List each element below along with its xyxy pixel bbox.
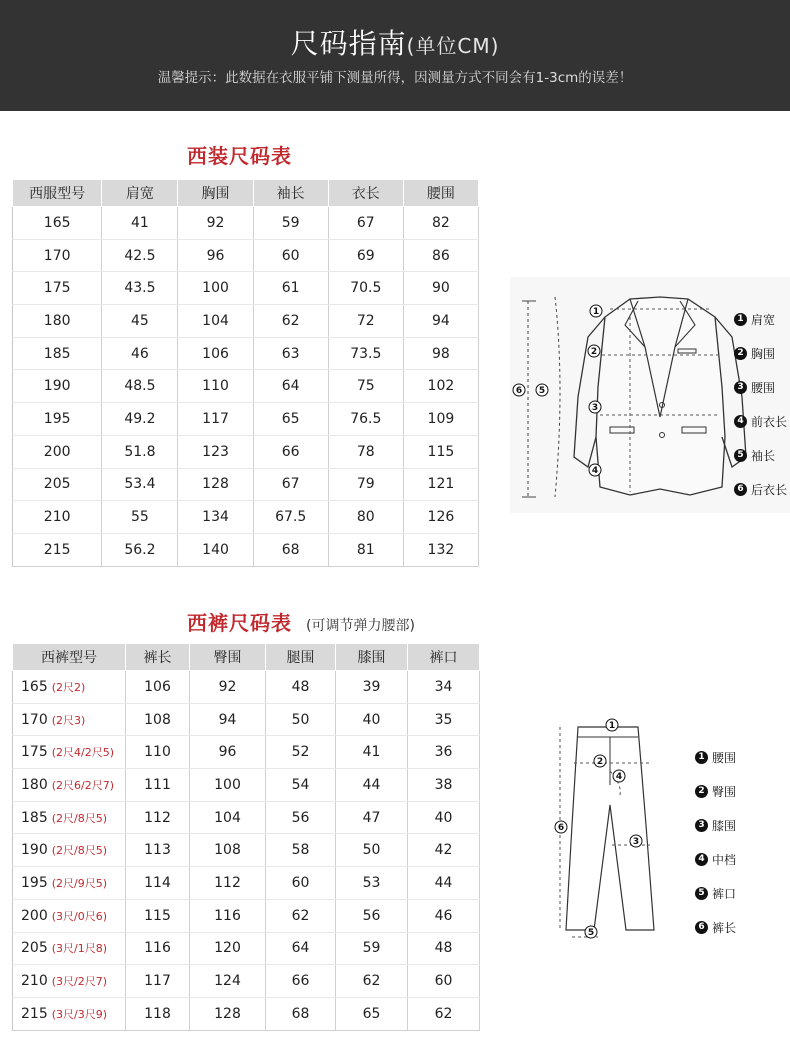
pants-legend-item <box>695 851 736 868</box>
page-title <box>0 22 790 62</box>
pants-legend-item <box>695 783 736 800</box>
table-cell: 106 <box>178 337 253 370</box>
table-cell: 62 <box>253 305 328 338</box>
table-cell: 75 <box>328 370 403 403</box>
table-cell: 132 <box>403 533 478 566</box>
table-row <box>13 207 479 240</box>
pants-column-header: 腿围 <box>266 644 336 671</box>
legend-label: 臀围 <box>712 785 737 799</box>
suit-column-header: 腰围 <box>403 180 478 207</box>
table-cell: 56.2 <box>102 533 178 566</box>
table-cell: 67.5 <box>253 501 328 534</box>
pants-title-text: 西裤尺码表 <box>187 611 292 635</box>
suit-column-header: 西服型号 <box>13 180 102 207</box>
table-cell: 113 <box>126 834 190 867</box>
table-cell: 98 <box>403 337 478 370</box>
suit-column-header: 衣长 <box>328 180 403 207</box>
table-row <box>13 533 479 566</box>
table-cell: 46 <box>102 337 178 370</box>
suit-mark-1: 1 <box>592 307 600 317</box>
pants-legend-item <box>695 919 736 936</box>
size-value: 200 <box>21 907 48 924</box>
table-row <box>13 834 480 867</box>
table-cell: 48.5 <box>102 370 178 403</box>
table-cell: 118 <box>126 997 190 1030</box>
pants-table-header <box>13 644 480 671</box>
table-cell: 45 <box>102 305 178 338</box>
table-cell: 65 <box>253 403 328 436</box>
suit-mark-3: 3 <box>591 403 599 413</box>
legend-number-badge: 3 <box>734 381 747 394</box>
table-cell: 66 <box>266 965 336 998</box>
table-cell: 67 <box>253 468 328 501</box>
table-cell: 64 <box>266 932 336 965</box>
table-row <box>13 501 479 534</box>
table-row <box>13 435 479 468</box>
table-cell: 39 <box>336 671 408 704</box>
table-cell: 53 <box>336 867 408 900</box>
table-row <box>13 370 479 403</box>
table-cell: 40 <box>336 703 408 736</box>
suit-column-header: 袖长 <box>253 180 328 207</box>
table-cell: 78 <box>328 435 403 468</box>
suit-size-table <box>12 179 479 567</box>
table-cell: 52 <box>266 736 336 769</box>
pants-legend-item <box>695 885 736 902</box>
suit-mark-2: 2 <box>590 347 598 357</box>
table-cell: 61 <box>253 272 328 305</box>
table-cell: 51.8 <box>102 435 178 468</box>
table-cell: 81 <box>328 533 403 566</box>
pants-mark-2: 2 <box>596 757 604 767</box>
table-cell: 140 <box>178 533 253 566</box>
table-cell: 70.5 <box>328 272 403 305</box>
legend-number-badge: 2 <box>734 347 747 360</box>
waist-value: (2尺/8尺5) <box>51 844 108 858</box>
table-cell: 44 <box>336 769 408 802</box>
unit-label: (单位CM) <box>406 34 500 58</box>
pants-note: (可调节弹力腰部) <box>306 618 415 634</box>
legend-number-badge: 2 <box>695 785 708 798</box>
pants-diagram <box>550 715 670 945</box>
table-cell: 124 <box>190 965 266 998</box>
legend-label: 裤长 <box>712 921 737 935</box>
table-cell: 43.5 <box>102 272 178 305</box>
pants-legend <box>695 749 790 939</box>
suit-mark-4: 4 <box>591 466 599 476</box>
table-row <box>13 801 480 834</box>
size-value: 165 <box>21 678 48 695</box>
suit-legend-item <box>734 413 787 430</box>
table-cell: 64 <box>253 370 328 403</box>
suit-column-header: 胸围 <box>178 180 253 207</box>
pants-legend-item <box>695 817 736 834</box>
table-cell: 55 <box>102 501 178 534</box>
suit-legend-item <box>734 447 775 464</box>
header-banner <box>0 0 790 111</box>
table-cell: 59 <box>336 932 408 965</box>
size-cell <box>13 769 126 802</box>
size-value: 215 <box>21 1005 48 1022</box>
table-cell: 62 <box>408 997 480 1030</box>
table-cell: 80 <box>328 501 403 534</box>
table-cell: 94 <box>403 305 478 338</box>
table-cell: 48 <box>408 932 480 965</box>
legend-label: 前衣长 <box>751 415 788 429</box>
table-cell: 60 <box>408 965 480 998</box>
waist-value: (3尺/3尺9) <box>51 1007 108 1021</box>
legend-label: 腰围 <box>751 381 776 395</box>
table-cell: 116 <box>190 899 266 932</box>
table-cell: 47 <box>336 801 408 834</box>
suit-legend <box>734 311 790 501</box>
table-cell: 35 <box>408 703 480 736</box>
legend-number-badge: 1 <box>734 313 747 326</box>
table-cell: 100 <box>190 769 266 802</box>
table-cell: 90 <box>403 272 478 305</box>
table-cell: 117 <box>178 403 253 436</box>
table-cell: 121 <box>403 468 478 501</box>
waist-value: (2尺/8尺5) <box>51 811 108 825</box>
table-cell: 210 <box>13 501 102 534</box>
table-cell: 60 <box>266 867 336 900</box>
suit-mark-6: 6 <box>515 386 523 396</box>
table-cell: 76.5 <box>328 403 403 436</box>
table-cell: 106 <box>126 671 190 704</box>
table-cell: 42 <box>408 834 480 867</box>
size-cell <box>13 997 126 1030</box>
size-cell <box>13 834 126 867</box>
suit-legend-item <box>734 481 787 498</box>
legend-label: 袖长 <box>751 449 776 463</box>
suit-legend-item <box>734 345 775 362</box>
table-row <box>13 468 479 501</box>
table-cell: 44 <box>408 867 480 900</box>
table-row <box>13 965 480 998</box>
table-cell: 120 <box>190 932 266 965</box>
table-cell: 96 <box>190 736 266 769</box>
table-cell: 49.2 <box>102 403 178 436</box>
size-value: 170 <box>21 711 48 728</box>
table-cell: 41 <box>102 207 178 240</box>
suit-legend-item <box>734 311 775 328</box>
legend-label: 裤口 <box>712 887 737 901</box>
pants-column-header: 臀围 <box>190 644 266 671</box>
table-cell: 92 <box>178 207 253 240</box>
pants-mark-6: 6 <box>557 823 565 833</box>
legend-number-badge: 3 <box>695 819 708 832</box>
pants-column-header: 裤口 <box>408 644 480 671</box>
waist-value: (3尺/1尺8) <box>51 942 108 956</box>
table-cell: 86 <box>403 239 478 272</box>
table-cell: 114 <box>126 867 190 900</box>
table-cell: 215 <box>13 533 102 566</box>
table-cell: 205 <box>13 468 102 501</box>
table-cell: 48 <box>266 671 336 704</box>
table-cell: 96 <box>178 239 253 272</box>
waist-value: (2尺2) <box>51 680 86 694</box>
table-cell: 110 <box>178 370 253 403</box>
pants-mark-1: 1 <box>608 721 616 731</box>
table-cell: 123 <box>178 435 253 468</box>
table-cell: 34 <box>408 671 480 704</box>
measurement-tip: 温馨提示：此数据在衣服平铺下测量所得，因测量方式不同会有1-3cm的误差！ <box>157 70 633 86</box>
table-cell: 62 <box>266 899 336 932</box>
size-value: 185 <box>21 809 48 826</box>
pants-column-header: 西裤型号 <box>13 644 126 671</box>
table-cell: 63 <box>253 337 328 370</box>
suit-legend-item <box>734 379 775 396</box>
legend-label: 膝围 <box>712 819 737 833</box>
table-cell: 180 <box>13 305 102 338</box>
table-cell: 112 <box>126 801 190 834</box>
table-row <box>13 769 480 802</box>
table-cell: 110 <box>126 736 190 769</box>
size-cell <box>13 736 126 769</box>
legend-number-badge: 5 <box>695 887 708 900</box>
table-row <box>13 932 480 965</box>
table-cell: 69 <box>328 239 403 272</box>
waist-value: (2尺3) <box>51 713 86 727</box>
table-cell: 54 <box>266 769 336 802</box>
table-cell: 200 <box>13 435 102 468</box>
pants-column-header: 裤长 <box>126 644 190 671</box>
pants-section-title <box>187 607 415 636</box>
legend-number-badge: 4 <box>695 853 708 866</box>
table-cell: 109 <box>403 403 478 436</box>
waist-value: (2尺/9尺5) <box>51 876 108 890</box>
legend-number-badge: 6 <box>734 483 747 496</box>
table-cell: 82 <box>403 207 478 240</box>
table-cell: 94 <box>190 703 266 736</box>
legend-label: 腰围 <box>712 751 737 765</box>
size-value: 195 <box>21 874 48 891</box>
table-cell: 67 <box>328 207 403 240</box>
suit-title-text: 西装尺码表 <box>187 144 292 168</box>
table-cell: 117 <box>126 965 190 998</box>
table-cell: 115 <box>403 435 478 468</box>
table-row <box>13 736 480 769</box>
table-cell: 111 <box>126 769 190 802</box>
size-cell <box>13 801 126 834</box>
table-cell: 128 <box>178 468 253 501</box>
table-cell: 50 <box>336 834 408 867</box>
legend-label: 胸围 <box>751 347 776 361</box>
table-cell: 66 <box>253 435 328 468</box>
table-cell: 56 <box>266 801 336 834</box>
size-value: 175 <box>21 744 48 761</box>
table-cell: 60 <box>253 239 328 272</box>
table-row <box>13 671 480 704</box>
table-cell: 65 <box>336 997 408 1030</box>
size-cell <box>13 867 126 900</box>
size-cell <box>13 965 126 998</box>
table-cell: 72 <box>328 305 403 338</box>
table-cell: 108 <box>190 834 266 867</box>
legend-number-badge: 4 <box>734 415 747 428</box>
waist-value: (3尺/2尺7) <box>51 975 108 989</box>
table-cell: 185 <box>13 337 102 370</box>
waist-value: (2尺6/2尺7) <box>51 778 115 792</box>
table-cell: 115 <box>126 899 190 932</box>
legend-label: 后衣长 <box>751 483 788 497</box>
table-row <box>13 899 480 932</box>
suit-section-title <box>187 140 292 169</box>
table-cell: 104 <box>190 801 266 834</box>
pants-size-table <box>12 643 480 1031</box>
table-cell: 46 <box>408 899 480 932</box>
table-cell: 62 <box>336 965 408 998</box>
size-value: 190 <box>21 842 48 859</box>
table-cell: 58 <box>266 834 336 867</box>
pants-legend-item <box>695 749 736 766</box>
table-row <box>13 997 480 1030</box>
legend-number-badge: 5 <box>734 449 747 462</box>
table-cell: 92 <box>190 671 266 704</box>
size-value: 205 <box>21 940 48 957</box>
table-row <box>13 239 479 272</box>
table-cell: 195 <box>13 403 102 436</box>
table-cell: 104 <box>178 305 253 338</box>
table-cell: 134 <box>178 501 253 534</box>
waist-value: (3尺/0尺6) <box>51 909 108 923</box>
table-row <box>13 272 479 305</box>
page-title-text: 尺码指南 <box>290 27 407 60</box>
table-cell: 170 <box>13 239 102 272</box>
table-row <box>13 703 480 736</box>
table-cell: 126 <box>403 501 478 534</box>
size-cell <box>13 899 126 932</box>
table-cell: 116 <box>126 932 190 965</box>
table-cell: 79 <box>328 468 403 501</box>
pants-mark-5: 5 <box>587 928 595 938</box>
size-cell <box>13 932 126 965</box>
table-cell: 56 <box>336 899 408 932</box>
table-cell: 108 <box>126 703 190 736</box>
size-value: 210 <box>21 973 48 990</box>
legend-number-badge: 6 <box>695 921 708 934</box>
table-cell: 175 <box>13 272 102 305</box>
size-cell <box>13 671 126 704</box>
table-cell: 165 <box>13 207 102 240</box>
table-cell: 59 <box>253 207 328 240</box>
legend-label: 中档 <box>712 853 737 867</box>
table-cell: 36 <box>408 736 480 769</box>
table-row <box>13 305 479 338</box>
pants-mark-3: 3 <box>632 837 640 847</box>
table-cell: 38 <box>408 769 480 802</box>
table-row <box>13 337 479 370</box>
pants-column-header: 膝围 <box>336 644 408 671</box>
suit-table-header <box>13 180 479 207</box>
legend-label: 肩宽 <box>751 313 776 327</box>
table-row <box>13 403 479 436</box>
table-cell: 68 <box>266 997 336 1030</box>
table-cell: 73.5 <box>328 337 403 370</box>
size-cell <box>13 703 126 736</box>
table-cell: 40 <box>408 801 480 834</box>
table-cell: 42.5 <box>102 239 178 272</box>
table-cell: 190 <box>13 370 102 403</box>
table-row <box>13 867 480 900</box>
legend-number-badge: 1 <box>695 751 708 764</box>
pants-mark-4: 4 <box>615 772 623 782</box>
suit-column-header: 肩宽 <box>102 180 178 207</box>
table-cell: 68 <box>253 533 328 566</box>
suit-mark-5: 5 <box>538 386 546 396</box>
size-value: 180 <box>21 776 48 793</box>
table-cell: 102 <box>403 370 478 403</box>
waist-value: (2尺4/2尺5) <box>51 746 115 760</box>
table-cell: 128 <box>190 997 266 1030</box>
table-cell: 50 <box>266 703 336 736</box>
table-cell: 112 <box>190 867 266 900</box>
table-cell: 100 <box>178 272 253 305</box>
table-cell: 41 <box>336 736 408 769</box>
table-cell: 53.4 <box>102 468 178 501</box>
